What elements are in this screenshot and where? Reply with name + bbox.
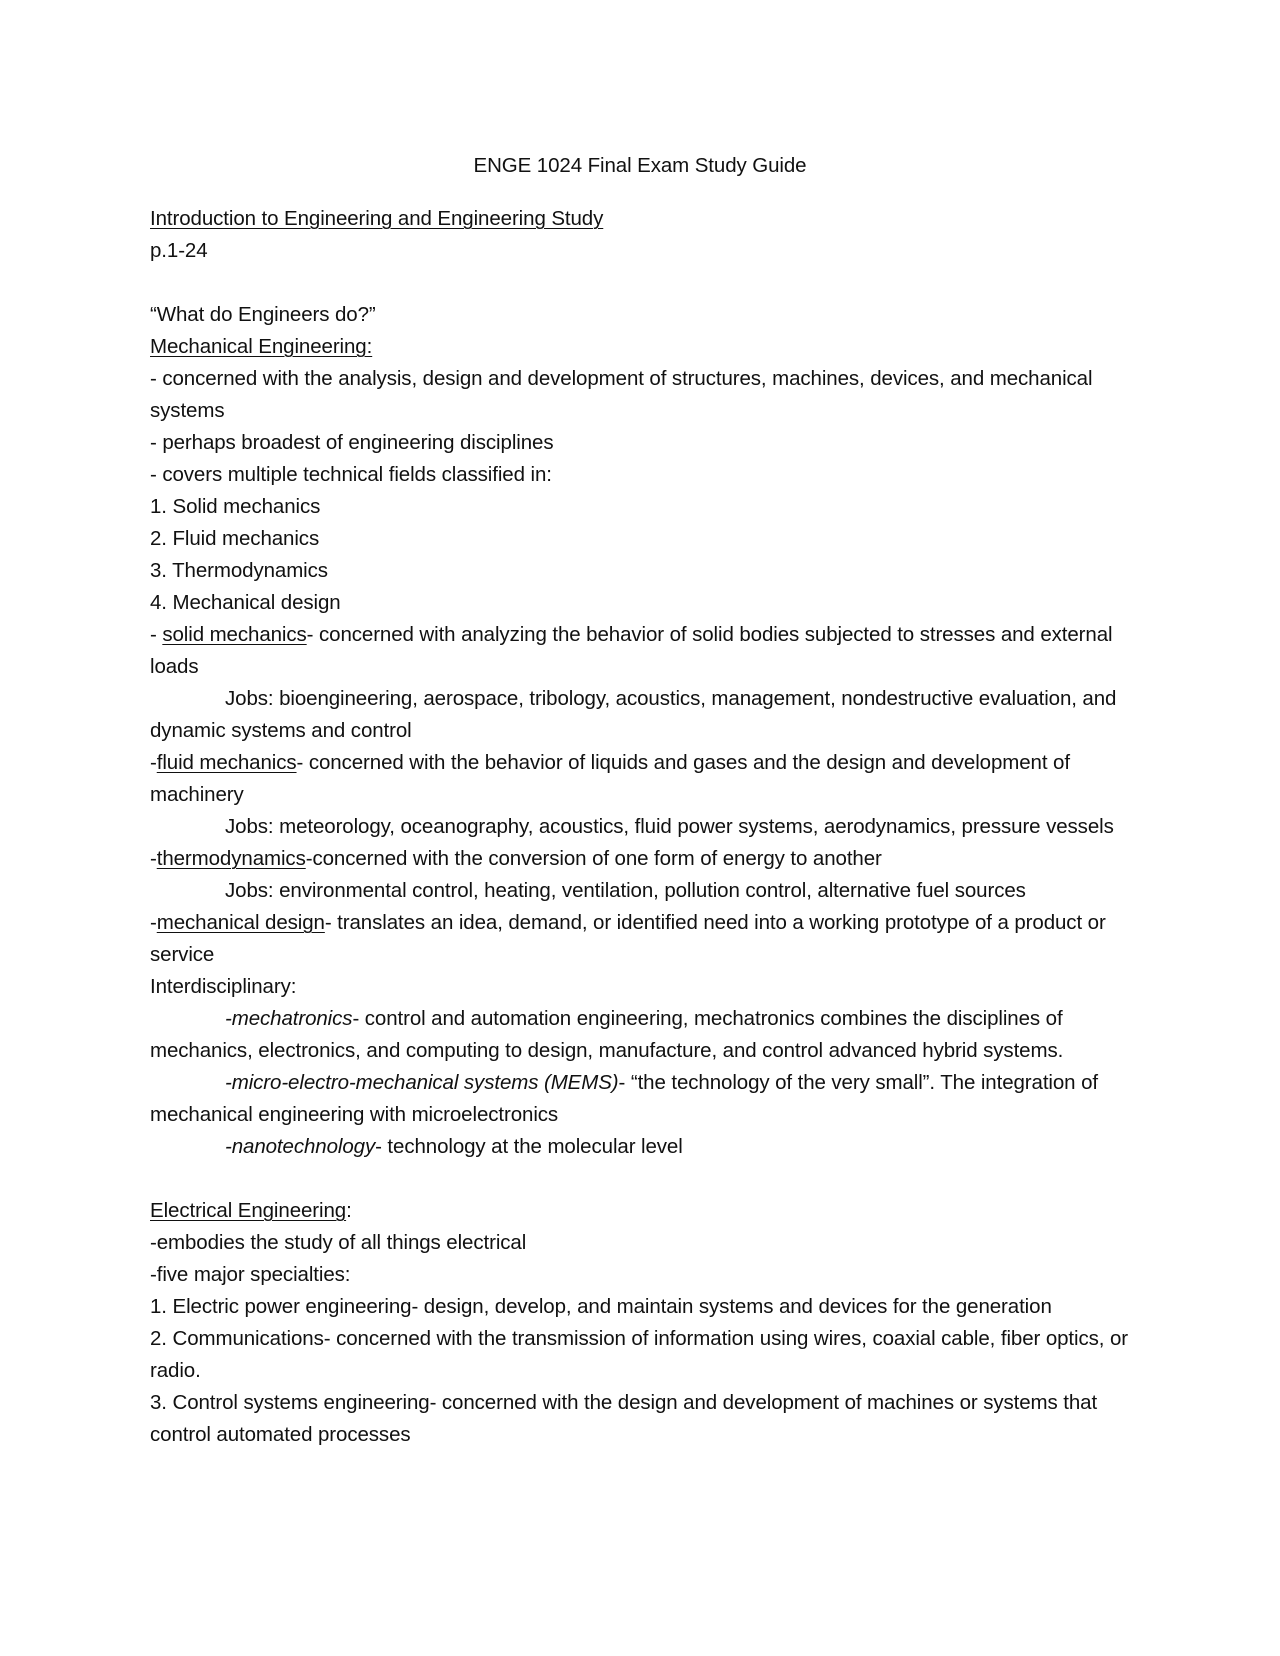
- field-item: 3. Thermodynamics: [150, 559, 328, 582]
- mechatronics-text: - control and automation engineering, mechatronics combines the disciplines of mechanics, electronics, and computing to design, manufacture, and control advanced hybrid systems.: [150, 1007, 1064, 1062]
- thermodynamics-text: -concerned with the conversion of one form of energy to another: [305, 847, 882, 870]
- nanotechnology-text: - technology at the molecular level: [375, 1135, 683, 1158]
- mech-bullet-1: - concerned with the analysis, design and development of structures, machines, devices, and mechanical systems: [150, 367, 1093, 422]
- thermodynamics-definition: [150, 843, 1140, 875]
- fluid-mechanics-term: fluid mechanics: [156, 751, 297, 774]
- field-item: 2. Fluid mechanics: [150, 527, 320, 550]
- document-body: [150, 150, 1140, 1451]
- dash: -: [150, 911, 157, 934]
- solid-mechanics-term: solid mechanics: [162, 623, 307, 646]
- fluid-mechanics-text: - concerned with the behavior of liquids and gases and the design and development of machinery: [150, 751, 1070, 806]
- mech-bullet-2: - perhaps broadest of engineering disciplines: [150, 431, 554, 454]
- elec-bullet-2: -five major specialties:: [150, 1263, 351, 1286]
- thermodynamics-jobs: Jobs: environmental control, heating, ventilation, pollution control, alternative fuel sources: [225, 879, 1026, 902]
- mechanical-design-text: - translates an idea, demand, or identified need into a working prototype of a product or service: [150, 911, 1106, 966]
- solid-mechanics-jobs: Jobs: bioengineering, aerospace, tribology, acoustics, management, nondestructive evaluation, and dynamic systems and control: [150, 687, 1117, 742]
- question-line: “What do Engineers do?”: [150, 303, 376, 326]
- mechanical-design-definition: [150, 907, 1140, 971]
- field-item: 4. Mechanical design: [150, 591, 341, 614]
- electrical-heading-suffix: :: [346, 1199, 352, 1222]
- fluid-mechanics-definition: [150, 747, 1140, 811]
- thermodynamics-term: thermodynamics: [156, 847, 306, 870]
- electrical-heading: Electrical Engineering: [150, 1199, 347, 1222]
- interdisciplinary-label: Interdisciplinary:: [150, 975, 297, 998]
- fluid-mechanics-jobs: Jobs: meteorology, oceanography, acoustics, fluid power systems, aerodynamics, pressure vessels: [225, 815, 1114, 838]
- electrical-heading-line: [150, 1195, 1140, 1227]
- mech-bullet-3: - covers multiple technical fields classified in:: [150, 463, 552, 486]
- dash: -: [150, 623, 163, 646]
- document-title: ENGE 1024 Final Exam Study Guide: [473, 154, 807, 177]
- blank-line: [150, 1163, 1140, 1195]
- mems-text: - “the technology of the very small”. The integration of mechanical engineering with microelectronics: [150, 1071, 1098, 1126]
- dash: -: [150, 847, 157, 870]
- solid-mechanics-text: - concerned with analyzing the behavior of solid bodies subjected to stresses and external loads: [150, 623, 1113, 678]
- mems-definition: [150, 1067, 1140, 1131]
- specialty-item: 2. Communications- concerned with the transmission of information using wires, coaxial cable, fiber optics, or radio.: [150, 1327, 1128, 1382]
- blank-line: [150, 267, 1140, 299]
- field-item: 1. Solid mechanics: [150, 495, 321, 518]
- solid-mechanics-definition: [150, 619, 1140, 683]
- page-range: p.1-24: [150, 239, 208, 262]
- specialty-item: 1. Electric power engineering- design, develop, and maintain systems and devices for the generation: [150, 1295, 1052, 1318]
- mechatronics-definition: [150, 1003, 1140, 1067]
- elec-bullet-1: -embodies the study of all things electrical: [150, 1231, 527, 1254]
- mechanical-heading: Mechanical Engineering:: [150, 335, 373, 358]
- dash: -: [150, 751, 157, 774]
- section-heading: Introduction to Engineering and Engineering Study: [150, 207, 604, 230]
- mems-term: -micro-electro-mechanical systems (MEMS): [225, 1071, 619, 1094]
- mechanical-design-term: mechanical design: [156, 911, 325, 934]
- specialty-item: 3. Control systems engineering- concerned with the design and development of machines or systems that control automated processes: [150, 1391, 1098, 1446]
- mechatronics-term: -mechatronics: [225, 1007, 353, 1030]
- nanotechnology-definition: [150, 1131, 1140, 1163]
- nanotechnology-term: -nanotechnology: [225, 1135, 376, 1158]
